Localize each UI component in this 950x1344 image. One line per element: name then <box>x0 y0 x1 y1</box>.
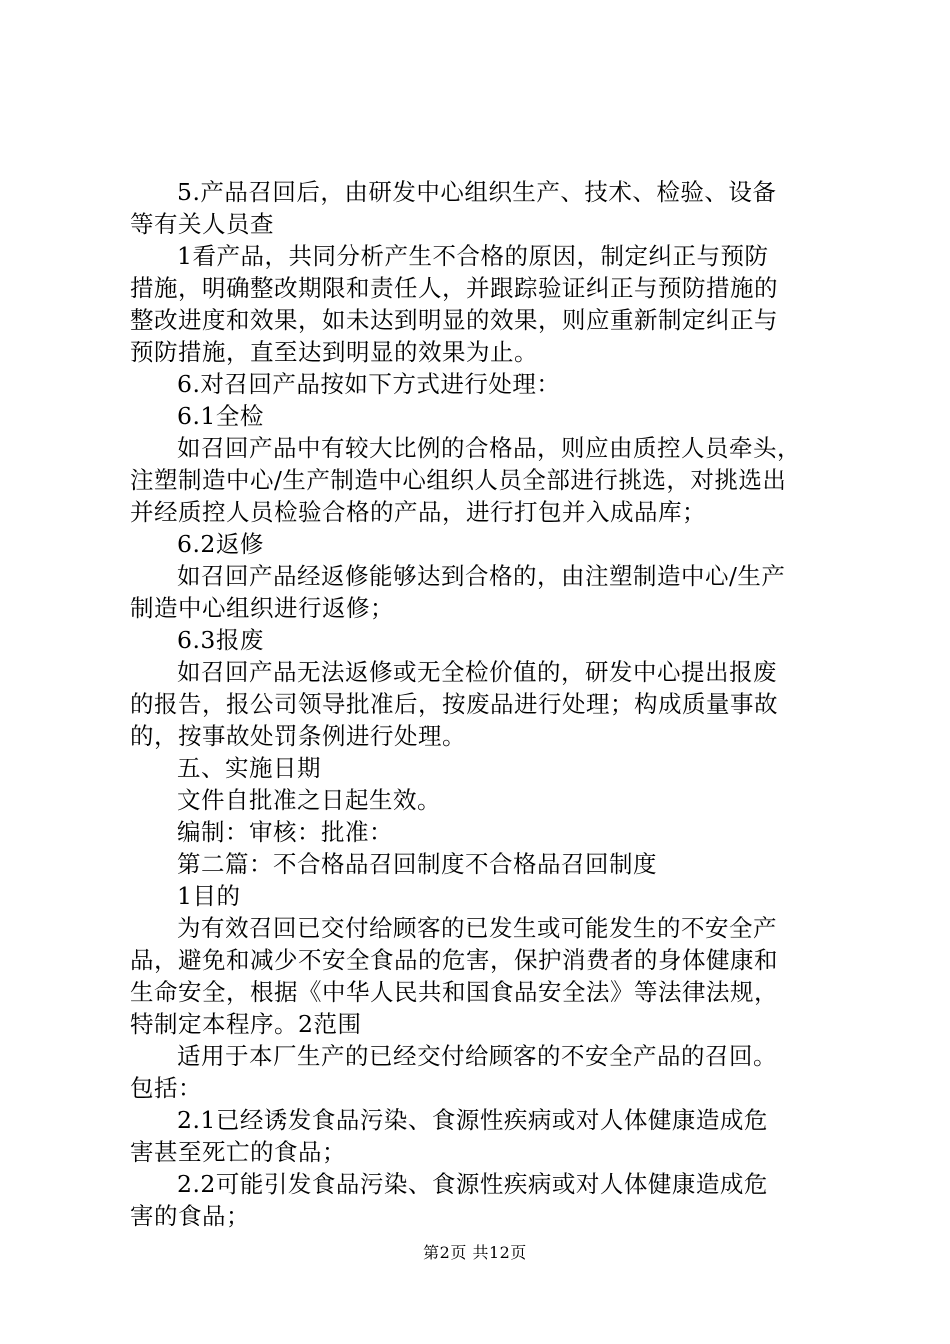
text-line: 的，按事故处罚条例进行处理。 <box>130 722 466 750</box>
text-line: 措施，明确整改期限和责任人，并跟踪验证纠正与预防措施的 <box>130 274 778 302</box>
text-line: 害的食品； <box>130 1202 250 1230</box>
text-line: 如召回产品中有较大比例的合格品，则应由质控人员牵头， <box>177 434 801 462</box>
section-heading: 6.1全检 <box>177 402 264 430</box>
text-line: 预防措施，直至达到明显的效果为止。 <box>130 338 538 366</box>
text-line: 文件自批准之日起生效。 <box>177 786 441 814</box>
text-line: 如召回产品经返修能够达到合格的，由注塑制造中心/生产 <box>177 562 786 590</box>
text-line: 如召回产品无法返修或无全检价值的，研发中心提出报废 <box>177 658 777 686</box>
page-number-footer: 第2页 共12页 <box>423 1243 527 1262</box>
section-heading: 6.3报废 <box>177 626 264 654</box>
text-line: 适用于本厂生产的已经交付给顾客的不安全产品的召回。 <box>177 1042 777 1070</box>
text-line: 包括： <box>130 1074 202 1102</box>
text-line: 制造中心组织进行返修； <box>130 594 394 622</box>
document-body <box>130 176 830 1232</box>
text-line: 6.对召回产品按如下方式进行处理： <box>177 370 561 398</box>
text-line: 的报告，报公司领导批准后，按废品进行处理；构成质量事故 <box>130 690 778 718</box>
text-line: 2.1已经诱发食品污染、食源性疾病或对人体健康造成危 <box>177 1106 768 1134</box>
section-heading: 1目的 <box>177 882 241 910</box>
text-line: 害甚至死亡的食品； <box>130 1138 346 1166</box>
chapter-heading: 第二篇：不合格品召回制度不合格品召回制度 <box>177 850 657 878</box>
section-heading: 6.2返修 <box>177 530 264 558</box>
text-line: 为有效召回已交付给顾客的已发生或可能发生的不安全产 <box>177 914 777 942</box>
text-line: 生命安全，根据《中华人民共和国食品安全法》等法律法规， <box>130 978 778 1006</box>
text-line: 2.2可能引发食品污染、食源性疾病或对人体健康造成危 <box>177 1170 768 1198</box>
text-line: 5.产品召回后，由研发中心组织生产、技术、检验、设备 <box>177 178 777 206</box>
text-line: 整改进度和效果，如未达到明显的效果，则应重新制定纠正与 <box>130 306 778 334</box>
text-line: 注塑制造中心/生产制造中心组织人员全部进行挑选，对挑选出 <box>130 466 787 494</box>
text-line: 特制定本程序。2范围 <box>130 1010 362 1038</box>
text-line: 1看产品，共同分析产生不合格的原因，制定纠正与预防 <box>177 242 769 270</box>
section-heading: 五、实施日期 <box>177 754 321 782</box>
text-line: 品，避免和减少不安全食品的危害，保护消费者的身体健康和 <box>130 946 778 974</box>
signature-line: 编制：审核：批准： <box>177 818 393 846</box>
text-line: 并经质控人员检验合格的产品，进行打包并入成品库； <box>130 498 706 526</box>
text-line: 等有关人员查 <box>130 210 274 238</box>
